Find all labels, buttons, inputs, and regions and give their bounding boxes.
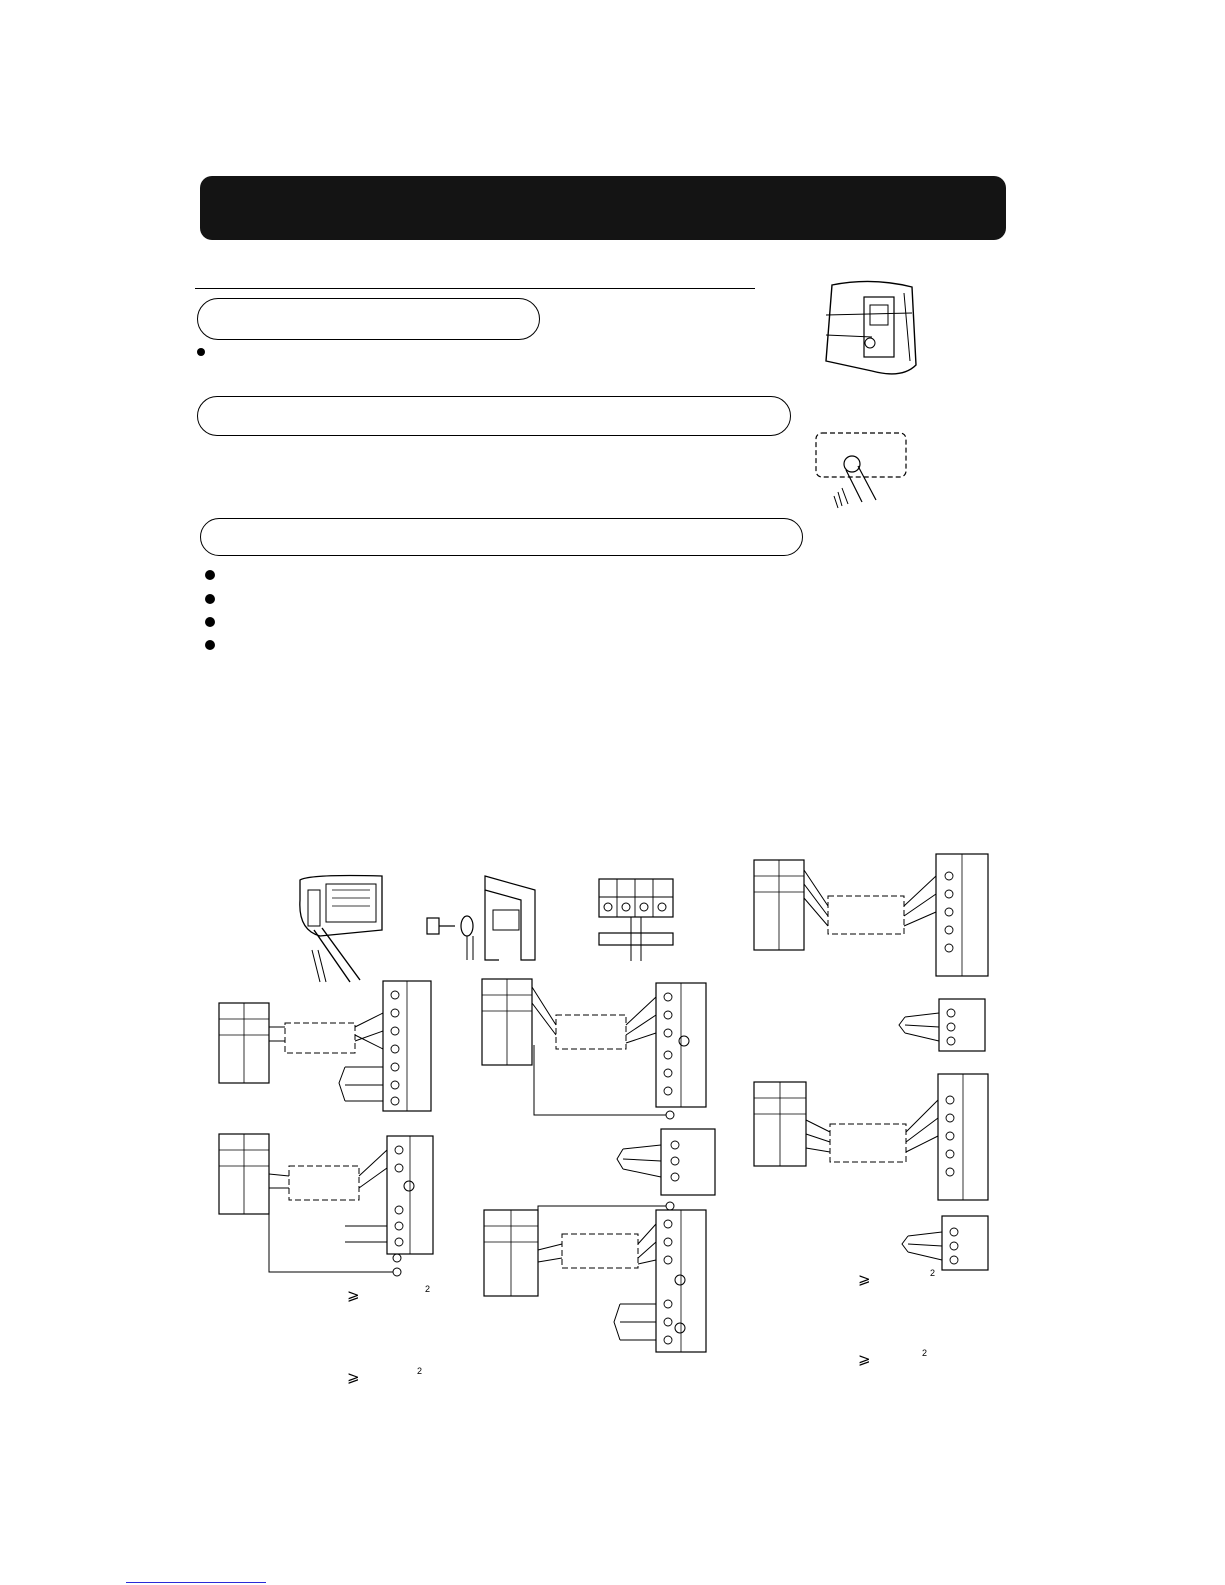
note-symbol: ⩾ <box>347 1286 360 1304</box>
section-divider <box>195 288 755 289</box>
list-bullet <box>205 617 215 627</box>
wire-size-note-4 <box>858 1348 928 1369</box>
wiring-diagram-4 <box>215 1130 445 1290</box>
wiring-diagram-6 <box>480 1200 720 1360</box>
list-bullet <box>205 570 215 580</box>
wire-size-note-1 <box>347 1284 431 1305</box>
wire-size-note-3 <box>858 1268 936 1289</box>
heading-pill-1 <box>197 298 540 340</box>
note-symbol: ⩾ <box>347 1368 360 1386</box>
wiring-diagram-2 <box>478 975 718 1125</box>
power-terminal-diagram-2 <box>615 1125 720 1200</box>
button-press-illustration <box>812 430 912 510</box>
ring-terminal-illustration <box>425 870 545 970</box>
heading-pill-3 <box>200 518 803 556</box>
note-superscript: 2 <box>922 1348 928 1358</box>
footer-link-underline[interactable] <box>126 1582 266 1583</box>
section-title-bar <box>200 176 1006 240</box>
wire-size-note-2 <box>347 1366 423 1387</box>
note-superscript: 2 <box>425 1284 431 1294</box>
indoor-unit-illustration <box>812 275 922 385</box>
power-terminal-diagram-3 <box>898 1212 993 1274</box>
power-terminal-diagram-1 <box>895 995 990 1055</box>
wiring-diagram-1 <box>215 975 445 1115</box>
note-superscript: 2 <box>930 1268 936 1278</box>
terminal-block-illustration <box>595 875 680 965</box>
list-bullet <box>205 640 215 650</box>
heading-pill-2 <box>197 396 791 436</box>
note-symbol: ⩾ <box>858 1270 871 1288</box>
note-superscript: 2 <box>417 1366 423 1376</box>
unit-wiring-access-illustration <box>290 870 390 990</box>
list-bullet <box>205 594 215 604</box>
wiring-diagram-3 <box>750 850 995 980</box>
bullet-dot <box>197 348 205 356</box>
note-symbol: ⩾ <box>858 1350 871 1368</box>
wiring-diagram-5 <box>750 1070 995 1205</box>
